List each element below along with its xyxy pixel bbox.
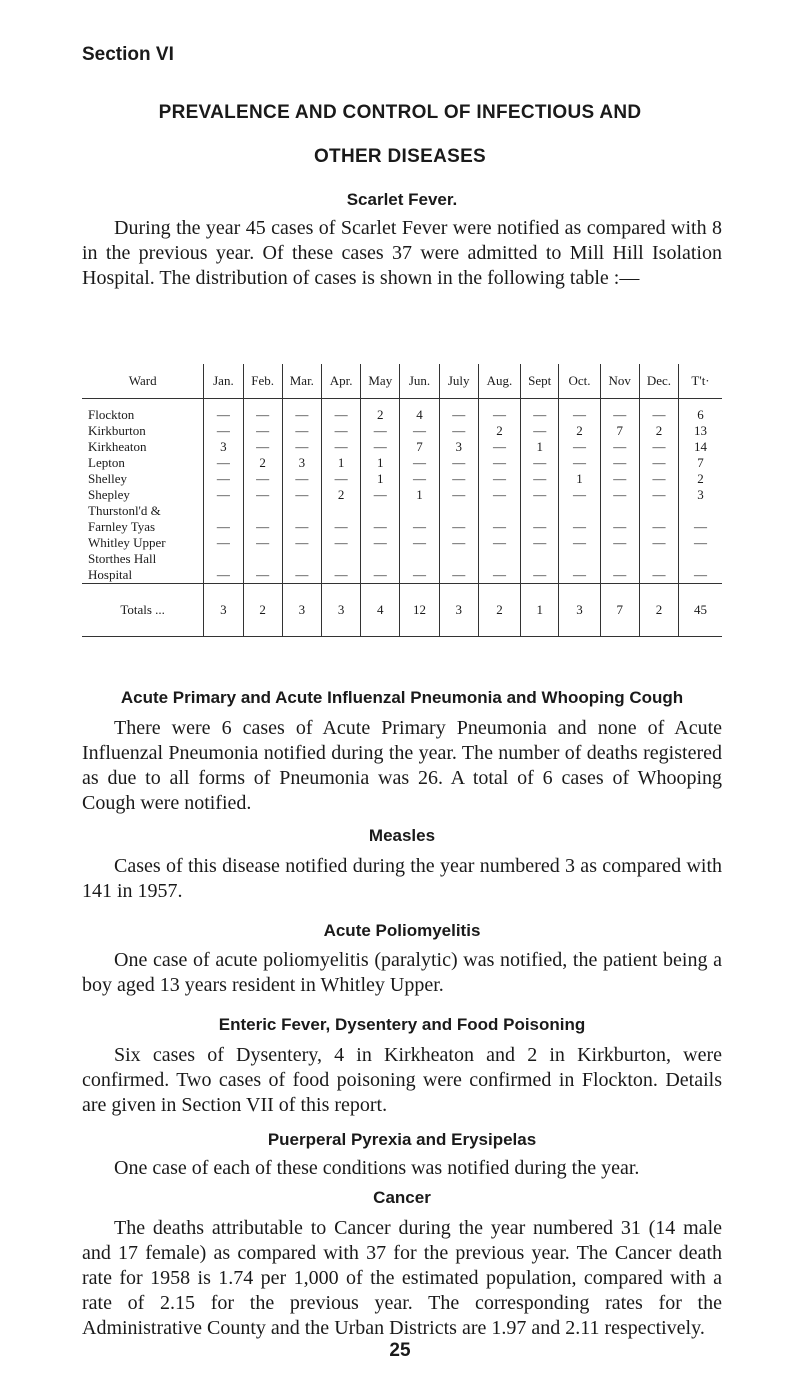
table-cell: — bbox=[559, 487, 600, 503]
table-cell: — bbox=[600, 471, 639, 487]
table-row bbox=[82, 551, 722, 567]
column-header: Aug. bbox=[478, 364, 520, 399]
table-cell: 4 bbox=[400, 407, 439, 423]
table-cell: — bbox=[600, 487, 639, 503]
table-cell: — bbox=[439, 535, 478, 551]
table-row bbox=[82, 407, 722, 423]
table-row bbox=[82, 567, 722, 584]
table-cell: — bbox=[321, 567, 360, 584]
table-cell: 1 bbox=[321, 455, 360, 471]
table-cell bbox=[204, 503, 243, 519]
table-row bbox=[82, 503, 722, 519]
table-cell: — bbox=[600, 455, 639, 471]
table-spacer-cell bbox=[521, 622, 559, 637]
table-cell: — bbox=[321, 535, 360, 551]
table-cell: — bbox=[243, 439, 282, 455]
table-spacer-cell bbox=[204, 622, 243, 637]
table-cell: — bbox=[639, 567, 678, 584]
table-spacer-cell bbox=[204, 584, 243, 599]
table-cell: — bbox=[600, 519, 639, 535]
table-cell: 1 bbox=[361, 471, 400, 487]
enteric-heading: Enteric Fever, Dysentery and Food Poisoning bbox=[218, 1015, 586, 1034]
totals-cell: 12 bbox=[400, 598, 439, 622]
table-cell: — bbox=[400, 535, 439, 551]
table-cell: — bbox=[321, 423, 360, 439]
table-row bbox=[82, 439, 722, 455]
table-cell: — bbox=[439, 567, 478, 584]
table-cell: — bbox=[361, 567, 400, 584]
table-cell: 13 bbox=[679, 423, 722, 439]
table-spacer-cell bbox=[282, 622, 321, 637]
table-cell: — bbox=[478, 487, 520, 503]
table-spacer-cell bbox=[282, 399, 321, 408]
table-cell bbox=[478, 503, 520, 519]
table-cell: — bbox=[243, 567, 282, 584]
table-cell: — bbox=[639, 455, 678, 471]
table-cell: — bbox=[400, 519, 439, 535]
table-spacer-cell bbox=[321, 622, 360, 637]
table-spacer-cell bbox=[559, 622, 600, 637]
table-cell: — bbox=[600, 567, 639, 584]
table-spacer-cell bbox=[559, 399, 600, 408]
table-spacer-cell bbox=[82, 622, 204, 637]
puerperal-heading: Puerperal Pyrexia and Erysipelas bbox=[267, 1130, 537, 1149]
measles-paragraph: Cases of this disease notified during the year numbered 3 as compared with 141 in 1957. bbox=[82, 855, 722, 902]
table-cell: — bbox=[521, 455, 559, 471]
table-cell bbox=[521, 551, 559, 567]
polio-heading: Acute Poliomyelitis bbox=[323, 921, 481, 940]
table-cell: — bbox=[400, 567, 439, 584]
table-cell: — bbox=[243, 519, 282, 535]
column-header: Dec. bbox=[639, 364, 678, 399]
table-row bbox=[82, 535, 722, 551]
table-cell: — bbox=[204, 519, 243, 535]
table-spacer-cell bbox=[521, 399, 559, 408]
table-cell bbox=[639, 503, 678, 519]
table-spacer-cell bbox=[400, 399, 439, 408]
table-cell: — bbox=[639, 519, 678, 535]
table-cell: 3 bbox=[439, 439, 478, 455]
table-spacer-cell bbox=[321, 584, 360, 599]
table-cell: — bbox=[361, 519, 400, 535]
table-cell: 3 bbox=[204, 439, 243, 455]
table-cell: — bbox=[559, 519, 600, 535]
ward-name-cell: Storthes Hall bbox=[88, 551, 157, 566]
ward-name-cell: Hospital bbox=[88, 567, 133, 582]
table-cell: — bbox=[679, 519, 722, 535]
table-cell: — bbox=[400, 471, 439, 487]
table-spacer-cell bbox=[679, 584, 722, 599]
totals-cell: 3 bbox=[439, 598, 478, 622]
table-cell: — bbox=[600, 407, 639, 423]
table-cell: — bbox=[439, 423, 478, 439]
table-cell bbox=[361, 551, 400, 567]
table-cell bbox=[600, 551, 639, 567]
totals-cell: 3 bbox=[321, 598, 360, 622]
table-cell: — bbox=[521, 567, 559, 584]
table-cell: — bbox=[321, 471, 360, 487]
table-cell bbox=[282, 551, 321, 567]
table-cell: — bbox=[478, 471, 520, 487]
table-spacer-cell bbox=[439, 622, 478, 637]
table-spacer-cell bbox=[600, 622, 639, 637]
table-cell bbox=[559, 551, 600, 567]
table-cell: — bbox=[439, 471, 478, 487]
column-header: Feb. bbox=[243, 364, 282, 399]
table-cell: — bbox=[439, 487, 478, 503]
table-cell: — bbox=[243, 407, 282, 423]
ward-name-cell: Shelley bbox=[88, 471, 127, 486]
table-cell: — bbox=[204, 423, 243, 439]
column-header: July bbox=[439, 364, 478, 399]
table-cell: 2 bbox=[559, 423, 600, 439]
table-cell: — bbox=[521, 423, 559, 439]
table-cell bbox=[243, 503, 282, 519]
column-header: Apr. bbox=[321, 364, 360, 399]
table-cell: — bbox=[639, 487, 678, 503]
table-row bbox=[82, 455, 722, 471]
table-cell: 7 bbox=[679, 455, 722, 471]
totals-cell: 3 bbox=[282, 598, 321, 622]
table-cell: — bbox=[559, 407, 600, 423]
column-header: Jan. bbox=[204, 364, 243, 399]
table-cell: 7 bbox=[600, 423, 639, 439]
table-spacer-row bbox=[82, 399, 722, 408]
pneumonia-paragraph: There were 6 cases of Acute Primary Pneumonia and none of Acute Influenzal Pneumonia notified during the year. The number of deaths registered as due to all forms of Pneumonia was 26. A total of 6 cases of Whooping Cough were notified. bbox=[82, 717, 722, 814]
ward-name-cell: Whitley Upper bbox=[88, 535, 166, 550]
page-title-line1: PREVALENCE AND CONTROL OF INFECTIOUS AND bbox=[158, 102, 642, 123]
table-cell: — bbox=[679, 567, 722, 584]
table-cell: — bbox=[204, 471, 243, 487]
totals-cell: 3 bbox=[204, 598, 243, 622]
table-cell bbox=[321, 551, 360, 567]
totals-cell: 4 bbox=[361, 598, 400, 622]
cancer-paragraph: The deaths attributable to Cancer during the year numbered 31 (14 male and 17 female) as compared with 37 for the previous year. The Cancer death rate for 1958 is 1.74 per 1,000 of the estimated population, compared with a rate of 2.15 for the previous year. The corresponding rates for the Administrative County and the Urban Districts are 1.97 and 2.11 respectively. bbox=[82, 1217, 722, 1339]
column-header: Sept bbox=[521, 364, 559, 399]
puerperal-paragraph: One case of each of these conditions was notified during the year. bbox=[114, 1157, 640, 1179]
totals-cell: 3 bbox=[559, 598, 600, 622]
table-spacer-cell bbox=[361, 584, 400, 599]
table-cell: 1 bbox=[521, 439, 559, 455]
table-cell: — bbox=[559, 567, 600, 584]
table-row bbox=[82, 471, 722, 487]
table-cell: — bbox=[204, 407, 243, 423]
enteric-paragraph: Six cases of Dysentery, 4 in Kirkheaton and 2 in Kirkburton, were confirmed. Two cases of food poisoning were confirmed in Flockton. Details are given in Section VII of this report. bbox=[82, 1044, 722, 1116]
table-spacer-cell bbox=[82, 399, 204, 408]
table-cell: — bbox=[282, 423, 321, 439]
measles-heading: Measles bbox=[368, 826, 436, 845]
table-cell: — bbox=[204, 455, 243, 471]
table-spacer-cell bbox=[204, 399, 243, 408]
totals-cell: 2 bbox=[478, 598, 520, 622]
table-cell: — bbox=[321, 407, 360, 423]
cancer-heading: Cancer bbox=[373, 1188, 431, 1207]
table-cell: 7 bbox=[400, 439, 439, 455]
scarlet-fever-table bbox=[82, 364, 722, 637]
table-spacer-cell bbox=[478, 584, 520, 599]
table-spacer-cell bbox=[478, 622, 520, 637]
table-row bbox=[82, 423, 722, 439]
totals-row bbox=[82, 598, 722, 622]
table-spacer-row bbox=[82, 622, 722, 637]
table-cell: 1 bbox=[400, 487, 439, 503]
table-spacer-cell bbox=[243, 622, 282, 637]
table-cell bbox=[400, 551, 439, 567]
ward-name-cell: Flockton bbox=[88, 407, 135, 422]
table-cell: — bbox=[559, 455, 600, 471]
table-cell bbox=[321, 503, 360, 519]
table-cell: — bbox=[204, 487, 243, 503]
column-header: Nov bbox=[600, 364, 639, 399]
table-spacer-cell bbox=[321, 399, 360, 408]
table-cell: — bbox=[478, 407, 520, 423]
table-cell bbox=[361, 503, 400, 519]
table-cell: — bbox=[439, 519, 478, 535]
ward-name-cell: Lepton bbox=[88, 455, 125, 470]
column-header-ward: Ward bbox=[82, 364, 204, 399]
table-cell: — bbox=[639, 407, 678, 423]
totals-label: Totals ... bbox=[120, 602, 165, 617]
table-cell bbox=[521, 503, 559, 519]
table-cell: 14 bbox=[679, 439, 722, 455]
table-cell: — bbox=[478, 455, 520, 471]
table-cell: — bbox=[679, 535, 722, 551]
table-cell bbox=[679, 503, 722, 519]
table-cell: — bbox=[204, 567, 243, 584]
table-cell bbox=[243, 551, 282, 567]
table-cell: — bbox=[243, 471, 282, 487]
table-cell: — bbox=[600, 535, 639, 551]
table-cell: — bbox=[521, 407, 559, 423]
column-header: Mar. bbox=[282, 364, 321, 399]
table-cell: — bbox=[282, 567, 321, 584]
totals-cell: 1 bbox=[521, 598, 559, 622]
table-row bbox=[82, 519, 722, 535]
table-cell bbox=[282, 503, 321, 519]
table-cell: 1 bbox=[559, 471, 600, 487]
table-cell: 2 bbox=[321, 487, 360, 503]
ward-name-cell: Shepley bbox=[88, 487, 130, 502]
table-cell: — bbox=[521, 487, 559, 503]
table-row bbox=[82, 487, 722, 503]
column-header: May bbox=[361, 364, 400, 399]
table-spacer-cell bbox=[243, 584, 282, 599]
table-spacer-cell bbox=[361, 399, 400, 408]
table-cell: — bbox=[282, 471, 321, 487]
table-cell: — bbox=[361, 423, 400, 439]
table-cell bbox=[559, 503, 600, 519]
table-cell: 2 bbox=[478, 423, 520, 439]
table-cell bbox=[478, 551, 520, 567]
table-cell: — bbox=[521, 519, 559, 535]
table-cell: — bbox=[400, 455, 439, 471]
ward-name-cell: Kirkheaton bbox=[88, 439, 147, 454]
table-cell: — bbox=[321, 439, 360, 455]
table-spacer-cell bbox=[559, 584, 600, 599]
table-spacer-cell bbox=[478, 399, 520, 408]
table-cell bbox=[439, 551, 478, 567]
column-header: Oct. bbox=[559, 364, 600, 399]
distribution-table bbox=[82, 364, 722, 637]
table-cell: — bbox=[361, 535, 400, 551]
table-spacer-cell bbox=[400, 584, 439, 599]
table-cell: 1 bbox=[361, 455, 400, 471]
scarlet-fever-paragraph: During the year 45 cases of Scarlet Fever were notified as compared with 8 in the previous year. Of these cases 37 were admitted to Mill Hill Isolation Hospital. The distribution of cases is shown in the following table :— bbox=[82, 217, 722, 289]
totals-cell: 45 bbox=[679, 598, 722, 622]
table-spacer-cell bbox=[639, 622, 678, 637]
page-title-line2: OTHER DISEASES bbox=[313, 146, 487, 167]
table-cell: — bbox=[600, 439, 639, 455]
table-spacer-cell bbox=[521, 584, 559, 599]
table-cell bbox=[600, 503, 639, 519]
polio-paragraph: One case of acute poliomyelitis (paralytic) was notified, the patient being a boy aged 13 years resident in Whitley Upper. bbox=[82, 949, 722, 996]
scarlet-fever-heading: Scarlet Fever. bbox=[346, 190, 458, 209]
table-spacer-cell bbox=[243, 399, 282, 408]
column-header: T't· bbox=[679, 364, 722, 399]
table-cell: 2 bbox=[361, 407, 400, 423]
table-cell: 2 bbox=[679, 471, 722, 487]
totals-cell: 2 bbox=[639, 598, 678, 622]
table-cell: — bbox=[478, 567, 520, 584]
table-cell: 2 bbox=[639, 423, 678, 439]
table-spacer-row bbox=[82, 584, 722, 599]
table-cell: — bbox=[478, 439, 520, 455]
table-cell: — bbox=[639, 535, 678, 551]
table-spacer-cell bbox=[400, 622, 439, 637]
table-spacer-cell bbox=[439, 584, 478, 599]
table-cell: — bbox=[559, 535, 600, 551]
table-cell: — bbox=[243, 535, 282, 551]
table-spacer-cell bbox=[82, 584, 204, 599]
table-spacer-cell bbox=[600, 584, 639, 599]
table-cell: — bbox=[400, 423, 439, 439]
table-cell: — bbox=[282, 439, 321, 455]
table-spacer-cell bbox=[679, 622, 722, 637]
table-cell bbox=[639, 551, 678, 567]
table-cell: — bbox=[361, 439, 400, 455]
table-cell: 3 bbox=[679, 487, 722, 503]
table-cell: — bbox=[439, 455, 478, 471]
table-cell bbox=[204, 551, 243, 567]
table-spacer-cell bbox=[639, 584, 678, 599]
table-cell: — bbox=[559, 439, 600, 455]
table-cell: — bbox=[478, 535, 520, 551]
table-cell: — bbox=[243, 487, 282, 503]
table-cell: 6 bbox=[679, 407, 722, 423]
ward-name-cell: Farnley Tyas bbox=[88, 519, 156, 534]
totals-cell: 7 bbox=[600, 598, 639, 622]
table-cell: 2 bbox=[243, 455, 282, 471]
section-label: Section VI bbox=[82, 44, 174, 65]
table-cell: — bbox=[282, 535, 321, 551]
column-header: Jun. bbox=[400, 364, 439, 399]
page-number: 25 bbox=[389, 1340, 411, 1361]
totals-cell: 2 bbox=[243, 598, 282, 622]
table-cell: — bbox=[282, 519, 321, 535]
table-cell: — bbox=[521, 471, 559, 487]
table-cell: — bbox=[639, 471, 678, 487]
table-spacer-cell bbox=[679, 399, 722, 408]
table-cell: — bbox=[204, 535, 243, 551]
table-spacer-cell bbox=[361, 622, 400, 637]
ward-name-cell: Thurstonl'd & bbox=[88, 503, 161, 518]
table-cell: — bbox=[639, 439, 678, 455]
table-cell: — bbox=[243, 423, 282, 439]
table-cell bbox=[679, 551, 722, 567]
table-cell: — bbox=[478, 519, 520, 535]
table-cell bbox=[400, 503, 439, 519]
ward-name-cell: Kirkburton bbox=[88, 423, 146, 438]
table-cell: — bbox=[521, 535, 559, 551]
table-cell: — bbox=[321, 519, 360, 535]
table-cell: — bbox=[282, 407, 321, 423]
table-cell: 3 bbox=[282, 455, 321, 471]
pneumonia-heading: Acute Primary and Acute Influenzal Pneumonia and Whooping Cough bbox=[120, 688, 684, 707]
table-spacer-cell bbox=[600, 399, 639, 408]
table-spacer-cell bbox=[639, 399, 678, 408]
table-cell: — bbox=[361, 487, 400, 503]
table-spacer-cell bbox=[439, 399, 478, 408]
table-header-row bbox=[82, 364, 722, 399]
table-spacer-cell bbox=[282, 584, 321, 599]
table-cell: — bbox=[282, 487, 321, 503]
table-cell: — bbox=[439, 407, 478, 423]
table-cell bbox=[439, 503, 478, 519]
